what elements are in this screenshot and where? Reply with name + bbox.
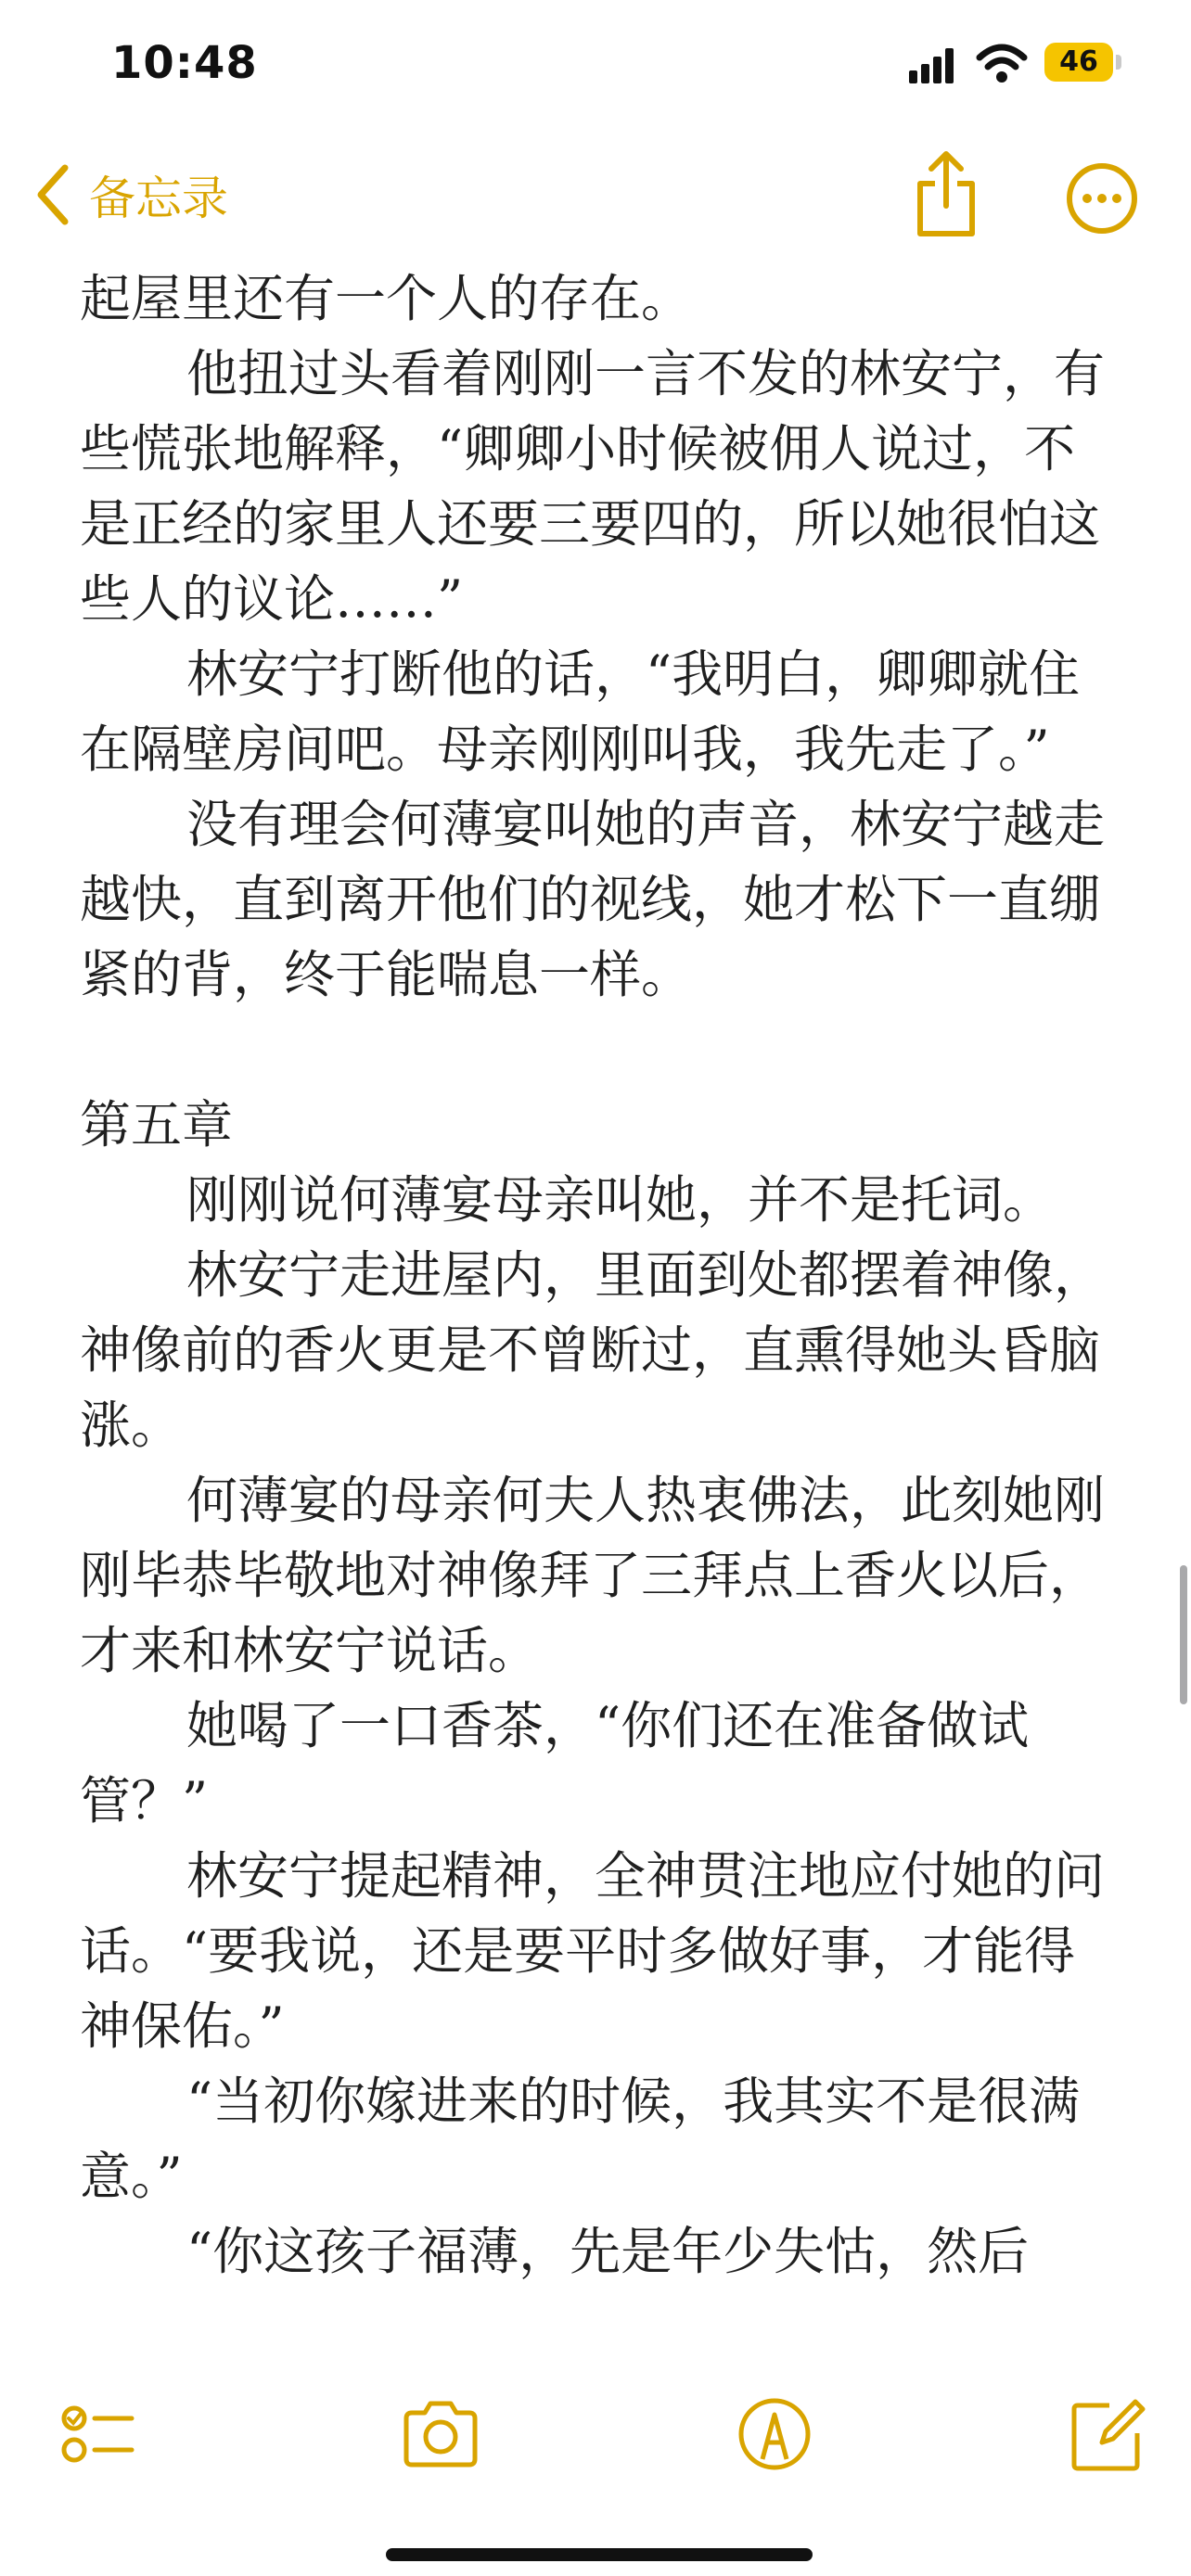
scroll-indicator[interactable] (1180, 1565, 1187, 1704)
note-paragraph: 何薄宴的母亲何夫人热衷佛法，此刻她刚刚毕恭毕敬地对神像拜了三拜点上香火以后，才来和林安宁说话。 (80, 1471, 1106, 1680)
back-label: 备忘录 (89, 172, 228, 225)
nav-bar (0, 139, 1191, 250)
markup-pen-icon[interactable] (733, 2392, 816, 2476)
bottom-toolbar (0, 2374, 1191, 2494)
note-paragraph: 林安宁走进屋内，里面到处都摆着神像，神像前的香火更是不曾断过，直熏得她头昏脑涨。 (80, 1245, 1106, 1455)
status-time: 10:48 (111, 37, 258, 89)
note-paragraph: 她喝了一口香茶，“你们还在准备做试管？” (80, 1696, 1030, 1830)
chapter-heading: 第五章 (80, 1095, 234, 1154)
note-paragraph: “你这孩子福薄，先是年少失怙，然后 (186, 2222, 1030, 2281)
blank-line (80, 1013, 1119, 1088)
more-icon[interactable] (1065, 161, 1139, 236)
wifi-icon (976, 43, 1028, 83)
note-paragraph: 林安宁提起精神，全神贯注地应付她的问话。“要我说，还是要平时多做好事，才能得神保佑。” (80, 1846, 1106, 2056)
note-paragraph: 他扭过头看着刚刚一言不发的林安宁，有些慌张地解释，“卿卿小时候被佣人说过，不是正经的家里人还要三要四的，所以她很怕这些人的议论……” (80, 344, 1106, 629)
compose-icon[interactable] (1065, 2392, 1148, 2476)
chevron-left-icon (33, 164, 70, 225)
status-bar (0, 0, 1191, 139)
battery-level: 46 (1044, 43, 1113, 82)
note-paragraph: 起屋里还有一个人的存在。 (80, 269, 693, 328)
cellular-signal-icon (909, 46, 954, 83)
note-paragraph: 林安宁打断他的话，“我明白，卿卿就住在隔壁房间吧。母亲刚刚叫我，我先走了。” (80, 644, 1081, 779)
note-paragraph: “当初你嫁进来的时候，我其实不是很满意。” (80, 2072, 1081, 2206)
camera-icon[interactable] (399, 2392, 482, 2476)
checklist-icon[interactable] (56, 2392, 139, 2476)
battery-icon (1044, 43, 1122, 82)
note-body[interactable] (80, 261, 1119, 2339)
home-indicator[interactable] (386, 2548, 813, 2561)
note-paragraph: 没有理会何薄宴叫她的声音，林安宁越走越快，直到离开他们的视线，她才松下一直绷紧的背，终于能喘息一样。 (80, 795, 1106, 1004)
share-icon[interactable] (909, 148, 983, 241)
note-paragraph: 刚刚说何薄宴母亲叫她，并不是托词。 (186, 1170, 1055, 1230)
back-button[interactable] (33, 158, 228, 232)
